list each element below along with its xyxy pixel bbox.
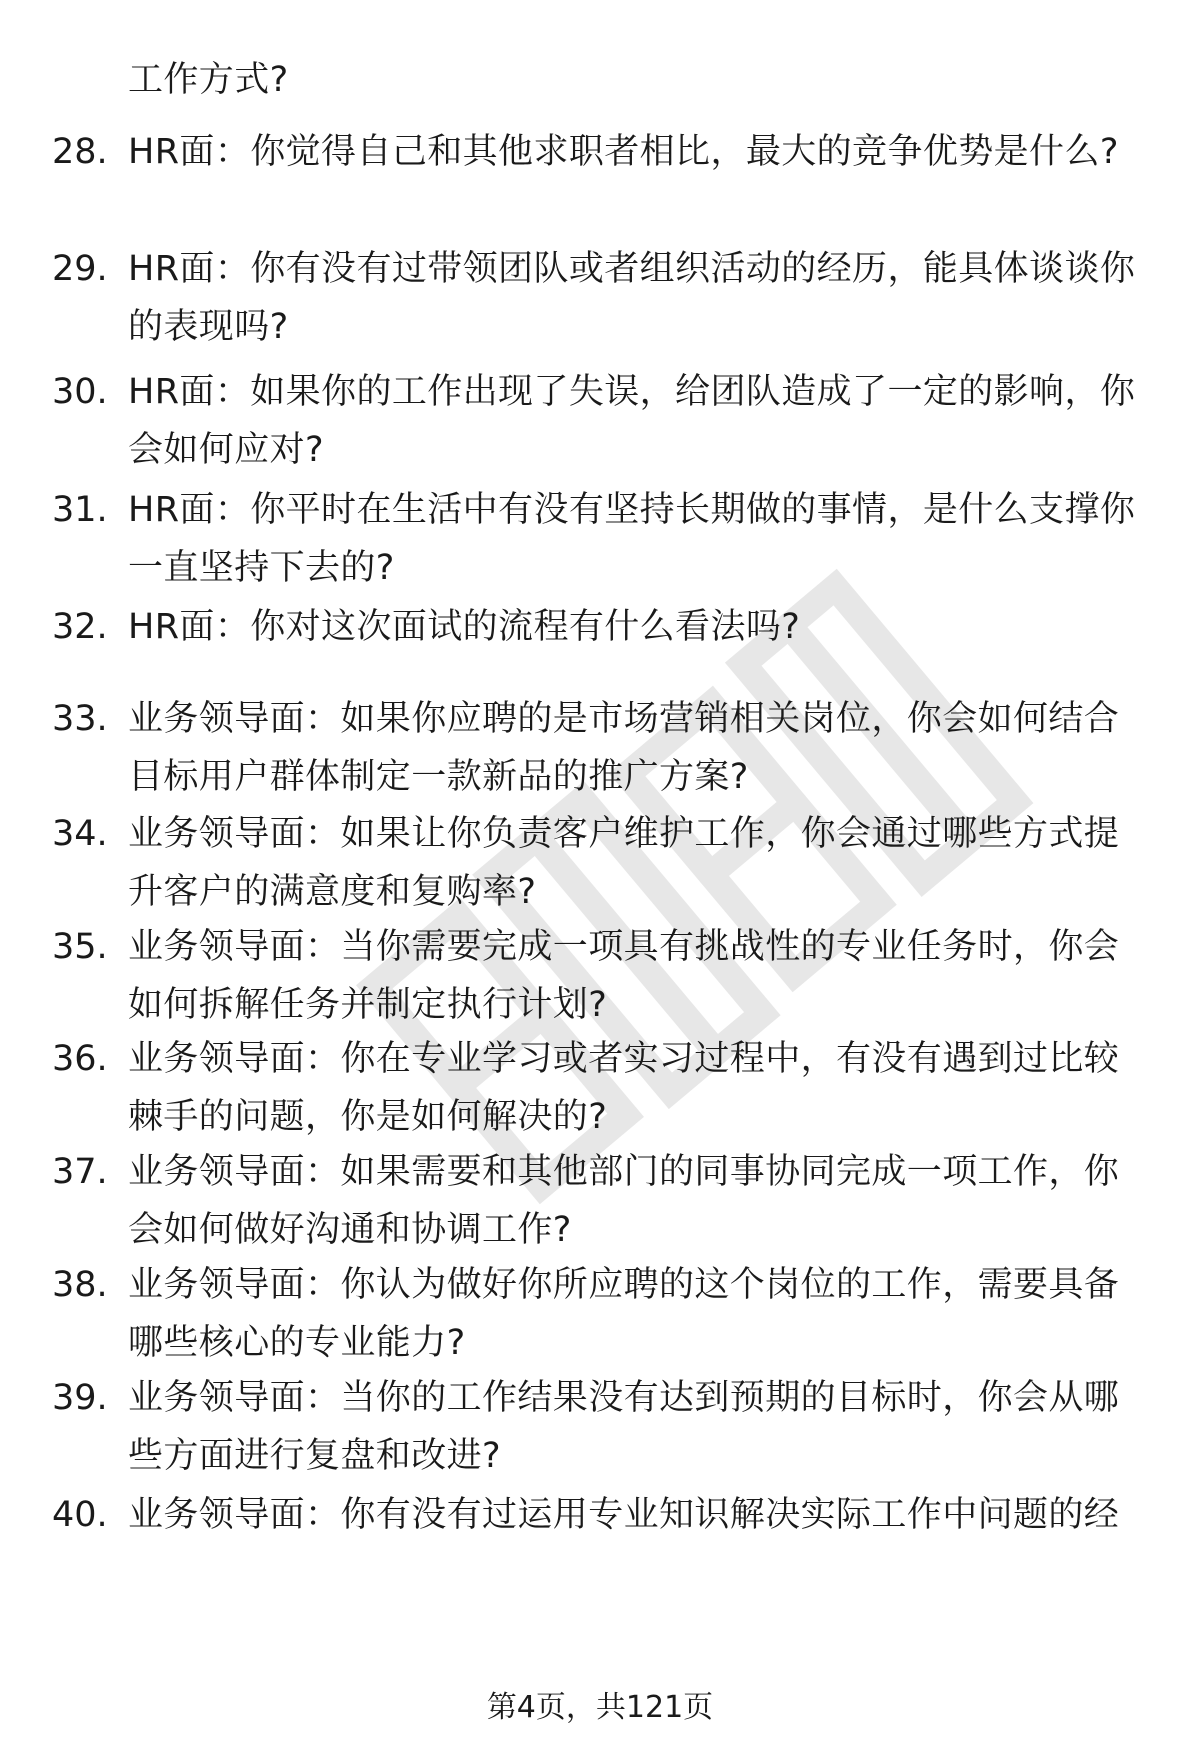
question-text-line: 会如何做好沟通和协调工作? — [128, 1210, 572, 1250]
question-text-line: 业务领导面：你认为做好你所应聘的这个岗位的工作，需要具备 — [128, 1265, 1120, 1305]
question-text-line: 目标用户群体制定一款新品的推广方案? — [128, 757, 749, 797]
question-text-line: 的表现吗? — [128, 307, 289, 347]
question-text-line: 棘手的问题，你是如何解决的? — [128, 1097, 608, 1137]
question-number: 38. — [52, 1265, 108, 1305]
question-text-line: 业务领导面：如果你应聘的是市场营销相关岗位，你会如何结合 — [128, 699, 1120, 739]
page-footer: 第4页，共121页 — [486, 1690, 714, 1725]
question-text-line: 一直坚持下去的? — [128, 548, 395, 588]
question-text-line: 业务领导面：如果让你负责客户维护工作，你会通过哪些方式提 — [128, 814, 1120, 854]
question-text-line: HR面：你平时在生活中有没有坚持长期做的事情，是什么支撑你 — [128, 490, 1136, 530]
question-text-line: 业务领导面：你有没有过运用专业知识解决实际工作中问题的经 — [128, 1495, 1120, 1535]
question-text-line: 业务领导面：你在专业学习或者实习过程中，有没有遇到过比较 — [128, 1039, 1120, 1079]
question-text-line: 会如何应对? — [128, 430, 324, 470]
question-number: 36. — [52, 1039, 108, 1079]
question-text-line: 升客户的满意度和复购率? — [128, 872, 537, 912]
question-number: 39. — [52, 1378, 108, 1418]
question-text-line: 业务领导面：如果需要和其他部门的同事协同完成一项工作，你 — [128, 1152, 1120, 1192]
continued-line: 工作方式? — [128, 60, 289, 100]
question-number: 28. — [52, 132, 108, 172]
question-text-line: 业务领导面：当你的工作结果没有达到预期的目标时，你会从哪 — [128, 1378, 1120, 1418]
question-number: 34. — [52, 814, 108, 854]
question-text-line: HR面：如果你的工作出现了失误，给团队造成了一定的影响，你 — [128, 372, 1136, 412]
question-text-line: HR面：你有没有过带领团队或者组织活动的经历，能具体谈谈你 — [128, 249, 1136, 289]
question-number: 35. — [52, 927, 108, 967]
question-number: 30. — [52, 372, 108, 412]
question-text-line: HR面：你对这次面试的流程有什么看法吗? — [128, 607, 801, 647]
question-text-line: HR面：你觉得自己和其他求职者相比，最大的竞争优势是什么? — [128, 132, 1119, 172]
question-number: 33. — [52, 699, 108, 739]
question-number: 32. — [52, 607, 108, 647]
question-text-line: 业务领导面：当你需要完成一项具有挑战性的专业任务时，你会 — [128, 927, 1120, 967]
question-number: 29. — [52, 249, 108, 289]
question-number: 37. — [52, 1152, 108, 1192]
question-number: 40. — [52, 1495, 108, 1535]
question-text-line: 些方面进行复盘和改进? — [128, 1436, 501, 1476]
question-text-line: 哪些核心的专业能力? — [128, 1323, 466, 1363]
question-text-line: 如何拆解任务并制定执行计划? — [128, 985, 608, 1025]
question-number: 31. — [52, 490, 108, 530]
